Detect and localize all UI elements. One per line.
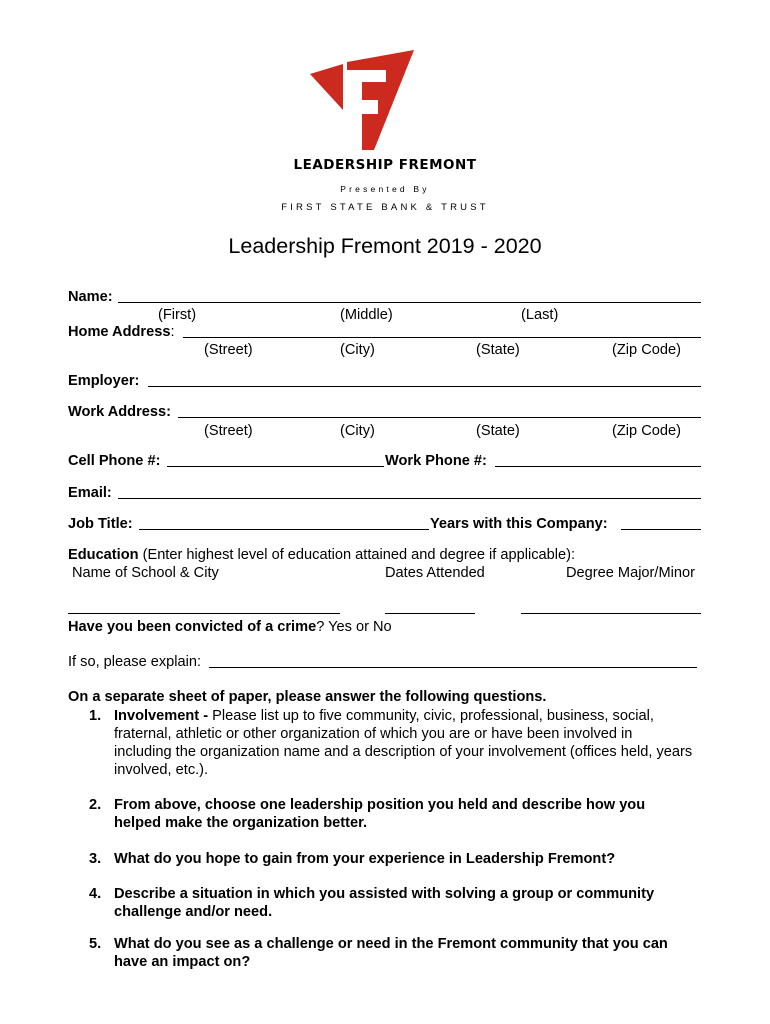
explain-field[interactable] [209,667,697,668]
home-state-caption: (State) [476,342,520,358]
logo-f-shape [347,50,414,150]
dates-column-header: Dates Attended [385,565,485,581]
home-street-caption: (Street) [204,342,253,358]
sponsor-name: FIRST STATE BANK & TRUST [281,202,489,213]
degree-field[interactable] [521,613,701,614]
email-field[interactable] [118,498,701,499]
leadership-fremont-f-logo-icon [310,48,414,150]
work-phone-field[interactable] [495,466,701,467]
question-2-text: From above, choose one leadership position you held and describe how you helped make the organization better. [114,797,646,831]
work-street-caption: (Street) [204,423,253,439]
home-city-caption: (City) [340,342,375,358]
dates-field[interactable] [385,613,475,614]
crime-question: Have you been convicted of a crime? Yes or No [68,619,392,635]
cell-phone-field[interactable] [167,466,384,467]
education-label: Education (Enter highest level of education attained and degree if applicable): [68,547,576,563]
cell-phone-label: Cell Phone #: [68,453,161,469]
years-with-company-label: Years with this Company: [430,516,608,532]
question-1-number: 1. [89,708,102,724]
question-2-number: 2. [89,797,102,813]
question-5-number: 5. [89,936,102,952]
org-name: LEADERSHIP FREMONT [293,157,477,173]
work-city-caption: (City) [340,423,375,439]
questions-intro: On a separate sheet of paper, please answer the following questions. [68,689,547,705]
logo-left-triangle [310,64,343,110]
work-phone-label: Work Phone #: [385,453,487,469]
name-middle-caption: (Middle) [340,307,393,323]
name-field[interactable] [118,302,701,303]
home-address-field[interactable] [183,337,701,338]
name-first-caption: (First) [158,307,197,323]
explain-label: If so, please explain: [68,654,202,670]
page-title: Leadership Fremont 2019 - 2020 [228,234,542,258]
home-zip-caption: (Zip Code) [612,342,681,358]
work-address-label: Work Address: [68,404,171,420]
work-address-field[interactable] [178,417,701,418]
school-column-header: Name of School & City [72,565,219,581]
email-label: Email: [68,485,112,501]
employer-label: Employer: [68,373,140,389]
question-3-number: 3. [89,851,102,867]
work-state-caption: (State) [476,423,520,439]
degree-column-header: Degree Major/Minor [566,565,695,581]
job-title-field[interactable] [139,529,429,530]
question-3-text: What do you hope to gain from your experience in Leadership Fremont? [114,851,616,867]
name-label: Name: [68,289,113,305]
job-title-label: Job Title: [68,516,133,532]
home-address-label: Home Address: [68,324,175,340]
employer-field[interactable] [148,386,701,387]
question-5-text: What do you see as a challenge or need in the Fremont community that you can have an impact on? [114,936,668,970]
question-4-text: Describe a situation in which you assisted with solving a group or community challenge and/or need. [114,886,655,920]
work-zip-caption: (Zip Code) [612,423,681,439]
presented-by: Presented By [340,184,430,194]
school-field[interactable] [68,613,340,614]
name-last-caption: (Last) [521,307,559,323]
question-4-number: 4. [89,886,102,902]
years-with-company-field[interactable] [621,529,701,530]
question-1-text: Involvement - Please list up to five community, civic, professional, business, social, fraternal, athletic or other organization of which you are or have been involved in including the organization name and a description of your involvement (offices held, years involved, etc.). [114,708,693,778]
